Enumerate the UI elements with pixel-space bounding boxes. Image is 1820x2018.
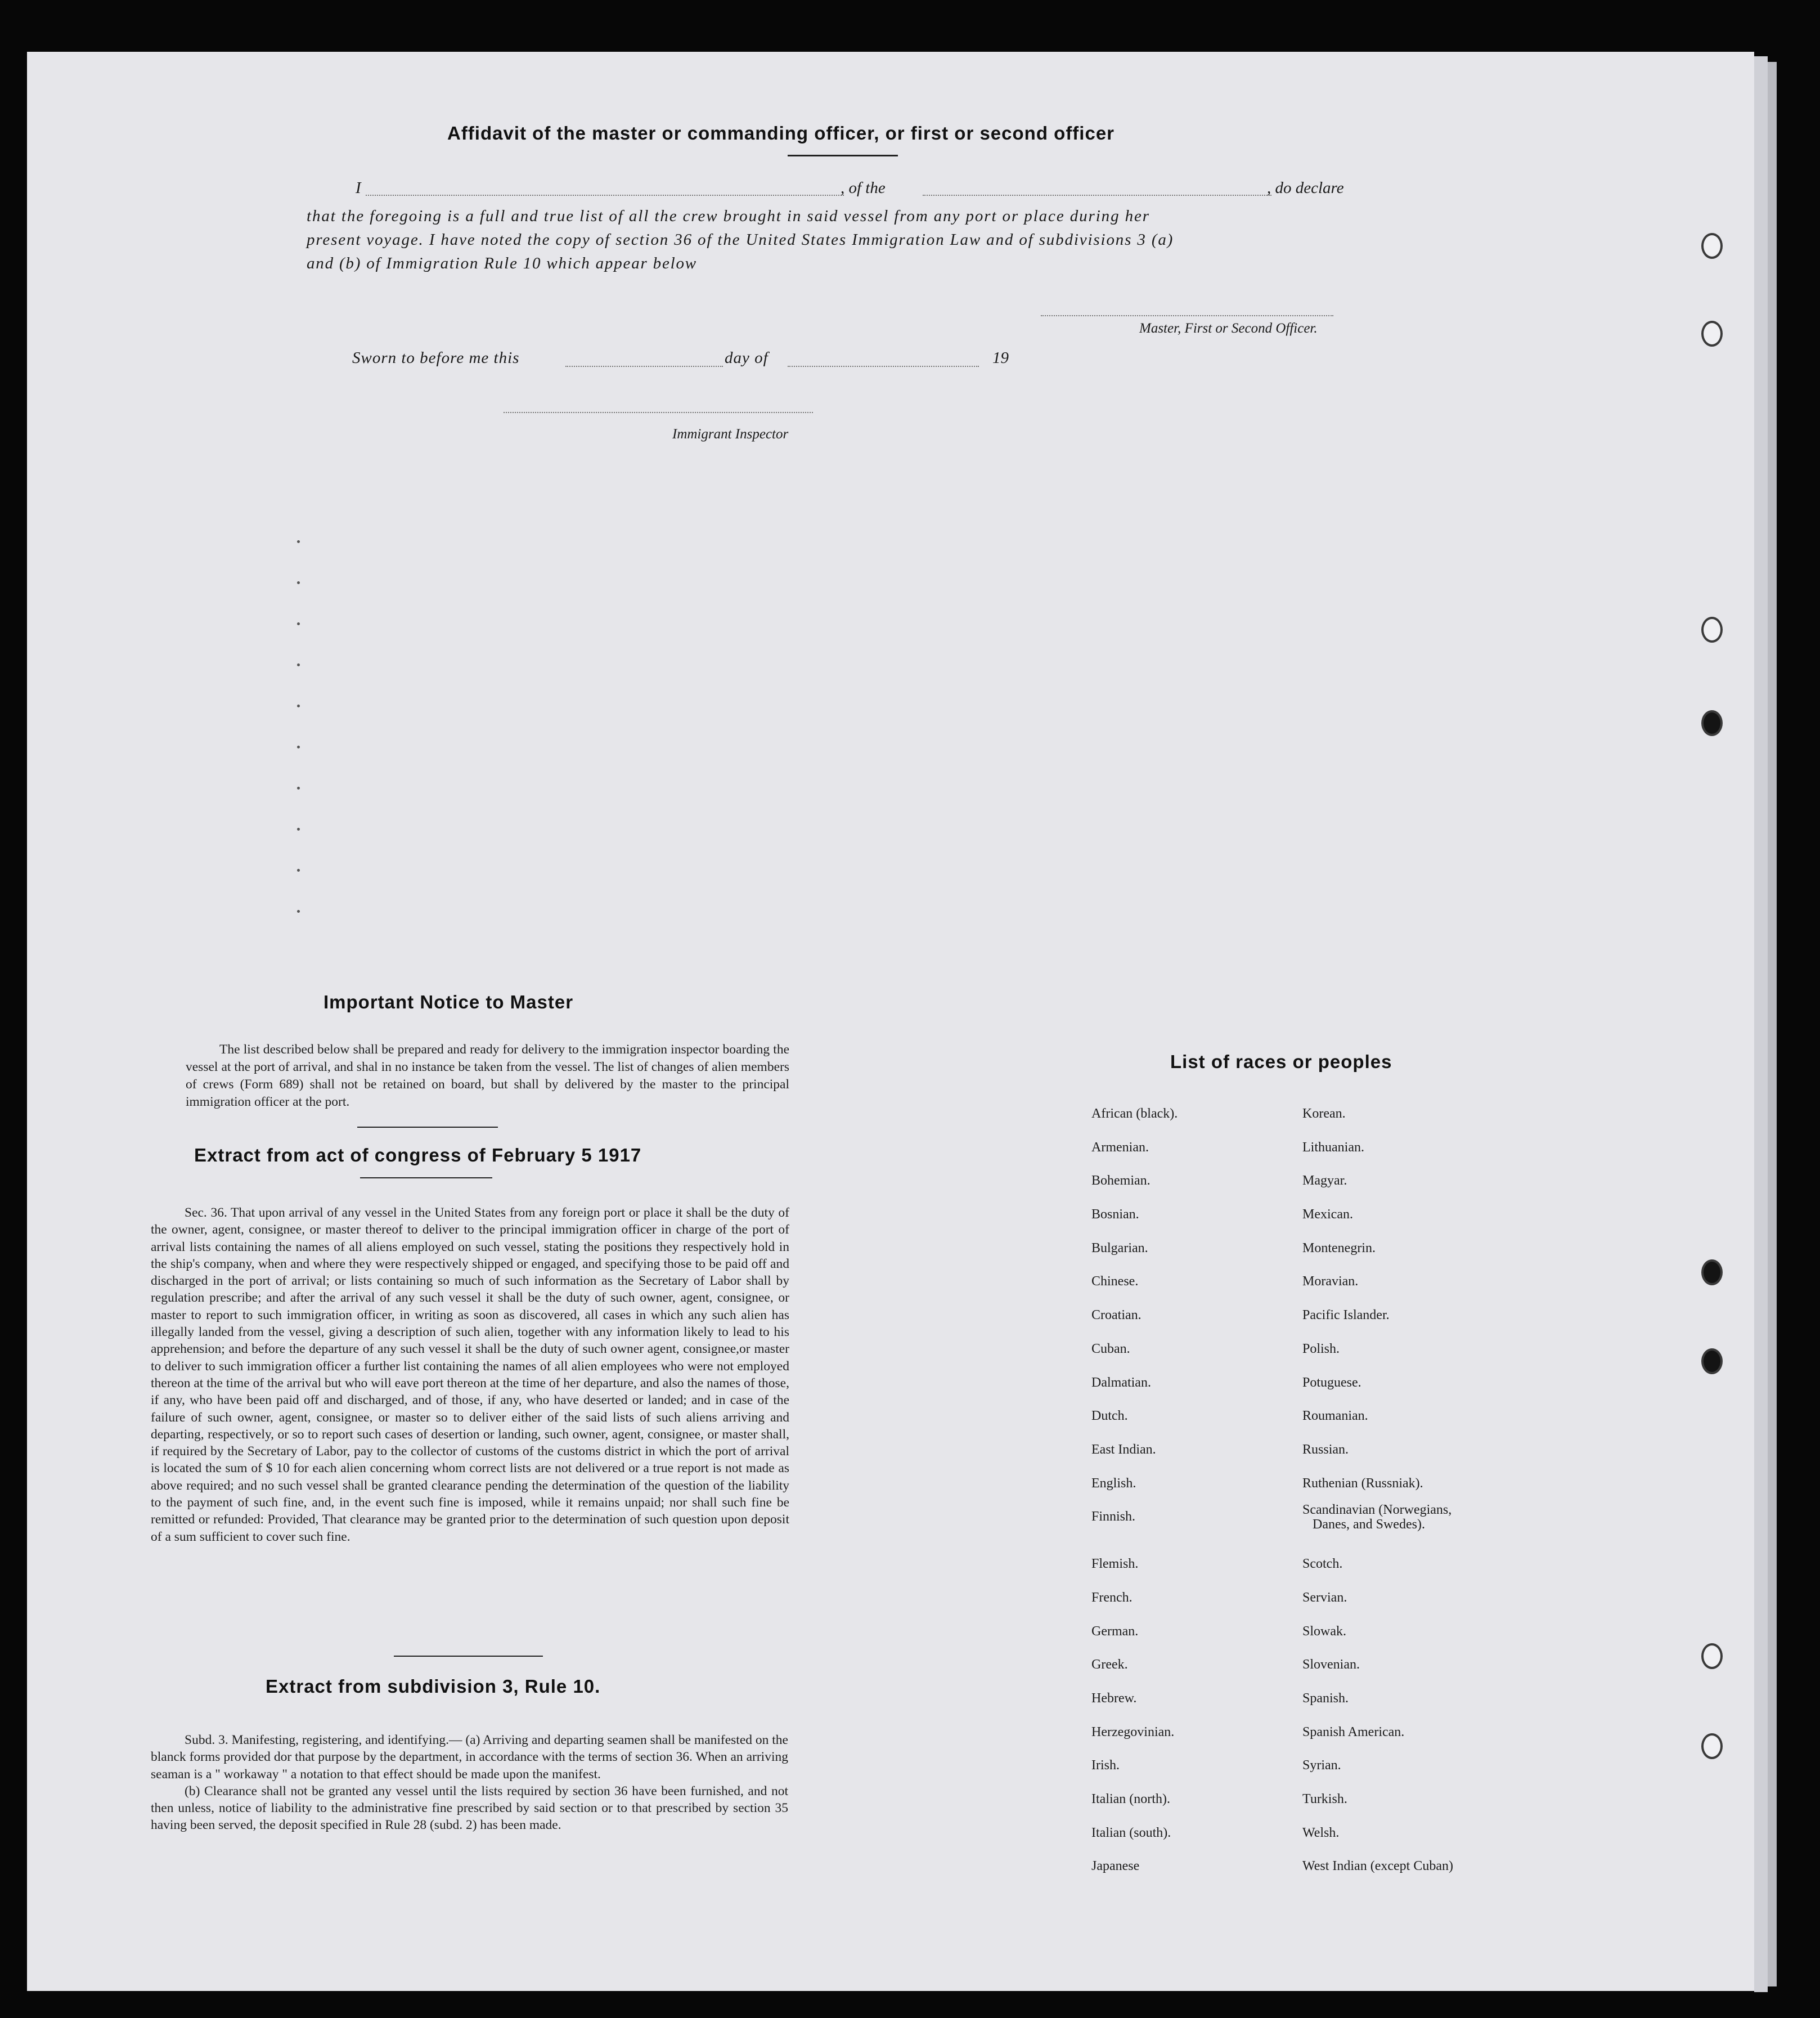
notice-text: [186, 1041, 789, 1111]
race-item: Scandinavian (Norwegians,: [1302, 1503, 1452, 1518]
race-item: Mexican.: [1302, 1207, 1353, 1222]
title-rule: [788, 155, 898, 156]
subdivision-b-paragraph: (b) Clearance shall not be granted any vessel until the lists required by section 36 have been furnished, and not then unless, notice of liability to the administrative fine prescribed by said section or to that prescribed by section 35 having been served, the deposit specified in Rule 28 (subd. 2) has been made.: [151, 1783, 788, 1833]
race-item: Irish.: [1091, 1758, 1120, 1773]
race-item: Flemish.: [1091, 1557, 1139, 1572]
binder-hole: [1701, 1643, 1723, 1669]
affidavit-body-line: and (b) of Immigration Rule 10 which appear below: [307, 254, 697, 272]
binder-hole: [1701, 1259, 1723, 1285]
race-item: Korean.: [1302, 1106, 1346, 1121]
notice-paragraph: The list described below shall be prepared and ready for delivery to the immigration inspector boarding the vessel at the port of arrival, and shal in no instance be taken from the vessel. The list of changes of alien members of crews (Form 689) shall not be retained on board, but shall by delivered by the master to the principal immigration officer at the port.: [186, 1042, 789, 1109]
race-item: Dutch.: [1091, 1409, 1128, 1424]
race-item: Pacific Islander.: [1302, 1308, 1390, 1323]
race-item: Armenian.: [1091, 1140, 1149, 1155]
race-item: Chinese.: [1091, 1274, 1139, 1289]
races-title: List of races or peoples: [1170, 1051, 1392, 1072]
notice-title: Important Notice to Master: [323, 992, 574, 1012]
page-edge-right-2: [1768, 62, 1777, 1986]
signature-label: Master, First or Second Officer.: [1139, 321, 1318, 336]
race-item: Greek.: [1091, 1657, 1128, 1672]
race-item: Turkish.: [1302, 1792, 1347, 1807]
form-page: [27, 52, 1754, 1991]
page-edge-right: [1754, 56, 1768, 1992]
sworn-year: 19: [992, 349, 1009, 367]
section-36-paragraph: Sec. 36. That upon arrival of any vessel in the United States from any foreign port or place it shall be the duty of the owner, agent, consignee, or master thereof to deliver to the principal immigration officer in charge of the port of arrival lists containing the names of all aliens employed on such vessel, stating the positions they respectively hold in the ship's company, when and where they were respectively shipped or engaged, and specifying those to be paid off and discharged in the port of arrival; or lists containing so much of such information as the Secretary of Labor shall by regulation prescribe; and after the arrival of any such vessel it shall be the duty of such owner, agent, consignee, or master to report to such immigration officer, in writing as soon as discovered, all cases in which any such alien has illegally landed from the vessel, giving a description of such alien, together with any information likely to lead to his apprehension; and before the departure of any such vessel it shall be the duty of such owner agent, consignee,or master to deliver to such immigration officer a further list containing the names of all alien employees who were not employed thereon at the time of the arrival but who will eave port thereon at the time of her departure, and also the names of those, if any, who have been paid off and discharged, and of those, if any, who have deserted or landed; and in case of the failure of such owner, agent, consignee, or master so to deliver either of the said lists of such aliens arriving and departing, respectively, or so to report such cases of desertion or landing, such owner, agent, consignee, or master shall, if required by the Secretary of Labor, pay to the collector of customs of the customs district in which the port of arrival is located the sum of $ 10 for each alien concerning whom correct lists are not delivered or a true report is not made as above required; and no such vessel shall be granted clearance pending the determination of the question of the liability to the payment of such fine, and, in the event such fine is imposed, while it remains unpaid; nor shall such fine be remitted or refunded: Provided, That clearance may be granted prior to the determination of such question upon deposit of a sum sufficient to cover such fine.: [151, 1205, 789, 1544]
race-item: West Indian (except Cuban): [1302, 1859, 1453, 1874]
sworn-prefix: Sworn to before me this: [352, 349, 520, 367]
race-item: Magyar.: [1302, 1173, 1347, 1189]
sworn-day-blank[interactable]: [565, 366, 723, 367]
extract-rule-title: Extract from subdivision 3, Rule 10.: [266, 1676, 601, 1697]
race-item: Slowak.: [1302, 1624, 1346, 1639]
affidavit-title: Affidavit of the master or commanding officer, or first or second officer: [447, 123, 1115, 143]
races-right-column: [1302, 1097, 1453, 1884]
extract-act-title: Extract from act of congress of February 5 1917: [194, 1145, 642, 1165]
race-item: Servian.: [1302, 1590, 1347, 1605]
race-item: French.: [1091, 1590, 1133, 1605]
margin-dots: [297, 540, 303, 951]
binder-hole: [1701, 1733, 1723, 1759]
affidavit-of-the: , of the: [841, 179, 886, 197]
race-item: Italian (north).: [1091, 1792, 1170, 1807]
race-item: African (black).: [1091, 1106, 1178, 1121]
affidavit-declare: , do declare: [1267, 179, 1344, 197]
race-item: Potuguese.: [1302, 1375, 1361, 1390]
race-item: Welsh.: [1302, 1825, 1340, 1840]
extract-act-text: [151, 1204, 789, 1545]
race-item: Japanese: [1091, 1859, 1140, 1874]
signature-blank[interactable]: [1041, 315, 1333, 316]
race-item: Spanish American.: [1302, 1724, 1405, 1739]
binder-hole: [1701, 321, 1723, 347]
binder-hole: [1701, 233, 1723, 259]
race-item: English.: [1091, 1476, 1136, 1491]
inspector-label: Immigrant Inspector: [672, 427, 789, 442]
race-item: German.: [1091, 1624, 1139, 1639]
binder-hole: [1701, 617, 1723, 643]
race-item: Bulgarian.: [1091, 1240, 1148, 1255]
race-item: Syrian.: [1302, 1758, 1341, 1773]
race-item: Cuban.: [1091, 1341, 1130, 1356]
extract-rule-rule: [394, 1656, 543, 1657]
binder-hole: [1701, 710, 1723, 736]
notice-rule: [357, 1127, 498, 1128]
race-item-continuation: Danes, and Swedes).: [1313, 1517, 1425, 1532]
subdivision-a-paragraph: Subd. 3. Manifesting, registering, and identifying.— (a) Arriving and departing seamen shall be manifested on the blanck forms provided dor that purpose by the department, in accordance with the terms of section 36. When an arriving seaman is a " workaway " a notation to that effect should be made upon the manifest.: [151, 1733, 788, 1782]
extract-rule-text: [151, 1732, 788, 1834]
race-item: Slovenian.: [1302, 1657, 1360, 1672]
vessel-blank[interactable]: [923, 195, 1271, 196]
sworn-day: day of: [725, 349, 769, 367]
race-item: Herzegovinian.: [1091, 1724, 1175, 1739]
inspector-blank[interactable]: [504, 412, 813, 413]
race-item: Bosnian.: [1091, 1207, 1139, 1222]
race-item-multiline: [1302, 1500, 1453, 1548]
races-left-column: [1091, 1097, 1178, 1884]
race-item: Montenegrin.: [1302, 1240, 1376, 1255]
race-item: Ruthenian (Russniak).: [1302, 1476, 1423, 1491]
race-item: East Indian.: [1091, 1442, 1156, 1457]
race-item: Roumanian.: [1302, 1409, 1368, 1424]
extract-act-rule: [360, 1177, 492, 1178]
sworn-month-blank[interactable]: [788, 366, 979, 367]
race-item: Croatian.: [1091, 1308, 1142, 1323]
race-item: Lithuanian.: [1302, 1140, 1364, 1155]
race-item: Hebrew.: [1091, 1691, 1137, 1706]
race-item: Italian (south).: [1091, 1825, 1171, 1840]
race-item: Finnish.: [1091, 1509, 1136, 1524]
affidavit-i: I: [356, 179, 361, 197]
race-item: Scotch.: [1302, 1557, 1343, 1572]
race-item: Dalmatian.: [1091, 1375, 1151, 1390]
race-item: Spanish.: [1302, 1691, 1349, 1706]
race-item: Moravian.: [1302, 1274, 1359, 1289]
binder-hole: [1701, 1348, 1723, 1374]
race-item: Bohemian.: [1091, 1173, 1151, 1189]
name-blank[interactable]: [366, 195, 844, 196]
affidavit-body-line: that the foregoing is a full and true list of all the crew brought in said vessel from any port or place during her: [307, 207, 1150, 225]
race-item: Russian.: [1302, 1442, 1349, 1457]
race-item: Polish.: [1302, 1341, 1340, 1356]
affidavit-body-line: present voyage. I have noted the copy of section 36 of the United States Immigration Law and of subdivisions 3 (a): [307, 231, 1174, 249]
